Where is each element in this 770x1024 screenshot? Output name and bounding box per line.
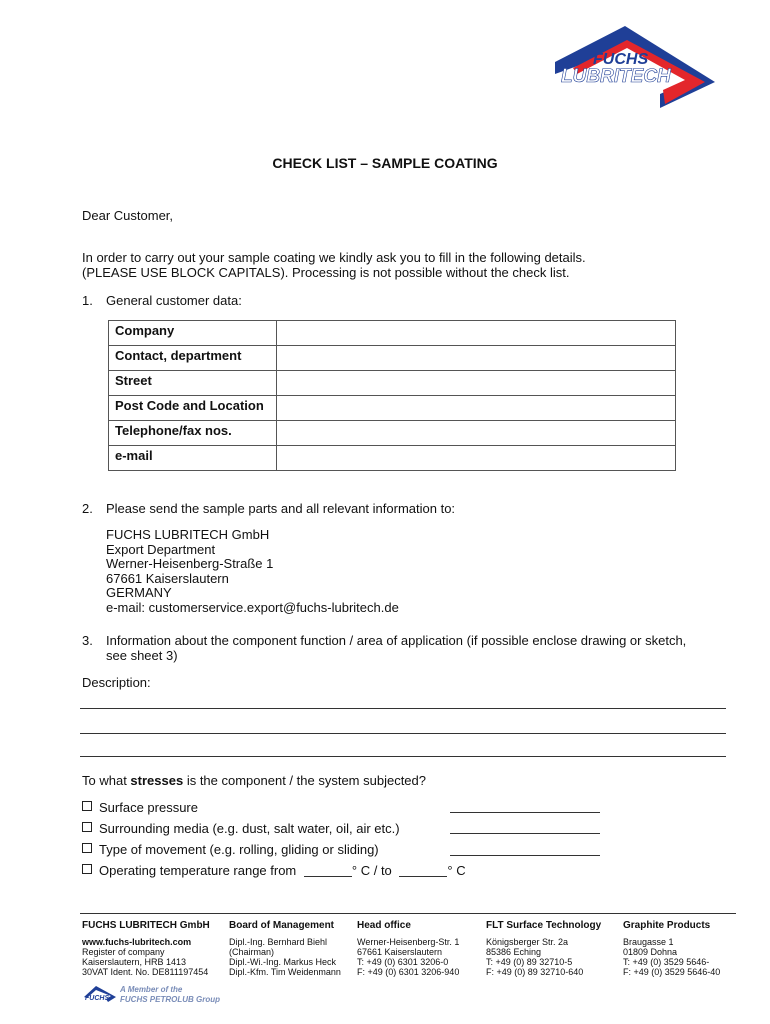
section-2-number: 2. xyxy=(82,501,93,516)
temperature-to-blank[interactable] xyxy=(399,865,447,877)
stress-question-post: is the component / the system subjected? xyxy=(183,773,427,788)
section-2-heading xyxy=(82,501,455,516)
telephone-field[interactable] xyxy=(277,421,676,446)
checkbox[interactable] xyxy=(82,822,92,832)
temperature-from-blank[interactable] xyxy=(304,865,352,877)
footer-line: Braugasse 1 xyxy=(623,937,674,947)
fuchs-lubritech-logo xyxy=(555,24,715,109)
address-line: Export Department xyxy=(106,541,216,557)
customer-data-table xyxy=(108,320,676,471)
checklist-item-operating-temperature xyxy=(82,863,466,878)
logo-fuchs-text: FUCHS xyxy=(593,51,649,68)
section-3-heading xyxy=(82,633,722,663)
telephone-label: Telephone/fax nos. xyxy=(109,421,277,446)
footer-line: Dipl.-Kfm. Tim Weidenmann xyxy=(229,967,341,977)
contact-label: Contact, department xyxy=(109,346,277,371)
footer-heading: Head office xyxy=(357,920,411,931)
address-line: 67661 Kaiserslautern xyxy=(106,570,229,586)
footer-website[interactable]: www.fuchs-lubritech.com xyxy=(82,937,192,947)
footer-line: T: +49 (0) 89 32710-5 xyxy=(486,957,573,967)
footer-line: Register of company xyxy=(82,947,165,957)
street-field[interactable] xyxy=(277,371,676,396)
section-1-text: General customer data: xyxy=(106,293,242,308)
petrolub-line-2: FUCHS PETROLUB Group xyxy=(120,995,220,1004)
footer-divider xyxy=(80,913,736,914)
checklist-label: Surface pressure xyxy=(99,800,198,815)
checkbox[interactable] xyxy=(82,801,92,811)
footer-line: T: +49 (0) 6301 3206-0 xyxy=(357,957,449,967)
section-1-number: 1. xyxy=(82,293,93,308)
footer-line: Dipl.-Ing. Bernhard Biehl xyxy=(229,937,328,947)
footer-line: 67661 Kaiserslautern xyxy=(357,947,443,957)
footer-line: 01809 Dohna xyxy=(623,947,678,957)
footer-line: Dipl.-Wi.-Ing. Markus Heck xyxy=(229,957,337,967)
footer-line: T: +49 (0) 3529 5646- xyxy=(623,957,710,967)
temperature-label: Operating temperature range from xyxy=(99,863,297,878)
type-of-movement-blank[interactable] xyxy=(450,855,600,856)
footer-col-board xyxy=(229,921,341,977)
street-label: Street xyxy=(109,371,277,396)
footer-col-company xyxy=(82,921,210,977)
checklist-item-surrounding-media xyxy=(82,821,400,836)
footer-heading: Board of Management xyxy=(229,920,335,931)
footer-line: F: +49 (0) 89 32710-640 xyxy=(486,967,584,977)
stress-question-pre: To what xyxy=(82,773,131,788)
company-field[interactable] xyxy=(277,321,676,346)
postcode-label: Post Code and Location xyxy=(109,396,277,421)
petrolub-brand: FUCHS xyxy=(85,995,110,1002)
footer-line: F: +49 (0) 6301 3206-940 xyxy=(357,967,460,977)
table-row xyxy=(109,396,676,421)
email-label: e-mail xyxy=(109,446,277,471)
address-line: Werner-Heisenberg-Straße 1 xyxy=(106,556,274,571)
footer-line: Kaiserslautern, HRB 1413 xyxy=(82,957,187,967)
page-title: CHECK LIST – SAMPLE COATING xyxy=(272,155,498,171)
checklist-label: Type of movement (e.g. rolling, gliding or sliding) xyxy=(99,842,379,857)
footer-line: Werner-Heisenberg-Str. 1 xyxy=(357,937,460,947)
footer-heading: FLT Surface Technology xyxy=(486,920,602,931)
section-3-text: Information about the component function / area of application (if possible enclose drawing or sketch, see sheet 3) xyxy=(106,633,687,663)
section-3-number: 3. xyxy=(82,633,93,648)
footer-col-graphite xyxy=(623,921,720,977)
description-line-1[interactable] xyxy=(80,708,726,709)
footer-line: Königsberger Str. 2a xyxy=(486,937,569,947)
footer-line: 85386 Eching xyxy=(486,947,542,957)
postcode-field[interactable] xyxy=(277,396,676,421)
footer-col-head-office xyxy=(357,921,459,977)
table-row xyxy=(109,321,676,346)
checklist-item-type-of-movement xyxy=(82,842,379,857)
footer-heading: FUCHS LUBRITECH GmbH xyxy=(82,920,210,931)
address-email: e-mail: customerservice.export@fuchs-lubritech.de xyxy=(106,599,399,615)
table-row xyxy=(109,371,676,396)
section-2-text: Please send the sample parts and all relevant information to: xyxy=(106,501,456,516)
description-line-2[interactable] xyxy=(80,733,726,734)
contact-field[interactable] xyxy=(277,346,676,371)
intro-text xyxy=(82,250,586,280)
temperature-unit-1: ° C / to xyxy=(351,863,392,878)
temperature-unit-2: ° C xyxy=(447,863,466,878)
checklist-label: Surrounding media (e.g. dust, salt water, oil, air etc.) xyxy=(99,821,400,836)
address-line: GERMANY xyxy=(106,585,172,600)
fuchs-petrolub-logo xyxy=(82,983,222,1005)
description-line-3[interactable] xyxy=(80,756,726,757)
stress-question-bold: stresses xyxy=(130,773,184,788)
intro-line-1: In order to carry out your sample coating we kindly ask you to fill in the following details. xyxy=(82,250,586,265)
address-line: FUCHS LUBRITECH GmbH xyxy=(106,527,270,542)
footer-line: F: +49 (0) 3529 5646-40 xyxy=(623,967,721,977)
petrolub-line-1: A Member of the xyxy=(120,985,183,994)
email-field[interactable] xyxy=(277,446,676,471)
table-row xyxy=(109,346,676,371)
greeting: Dear Customer, xyxy=(82,208,174,223)
checkbox[interactable] xyxy=(82,864,92,874)
intro-line-2: (PLEASE USE BLOCK CAPITALS). Processing is not possible without the check list. xyxy=(82,265,570,280)
logo-lubritech-text: LUBRITECH xyxy=(561,66,671,87)
footer-line: 30VAT Ident. No. DE811197454 xyxy=(82,967,209,977)
footer-heading: Graphite Products xyxy=(623,920,711,931)
footer-col-flt xyxy=(486,921,601,977)
table-row xyxy=(109,421,676,446)
company-label: Company xyxy=(109,321,277,346)
description-label: Description: xyxy=(82,675,151,690)
stress-question xyxy=(82,773,426,788)
checklist-item-surface-pressure xyxy=(82,800,198,815)
surrounding-media-blank[interactable] xyxy=(450,833,600,834)
table-row xyxy=(109,446,676,471)
section-1-heading xyxy=(82,293,242,308)
footer-line: (Chairman) xyxy=(229,947,275,957)
address-block xyxy=(106,528,399,615)
checkbox[interactable] xyxy=(82,843,92,853)
surface-pressure-blank[interactable] xyxy=(450,812,600,813)
